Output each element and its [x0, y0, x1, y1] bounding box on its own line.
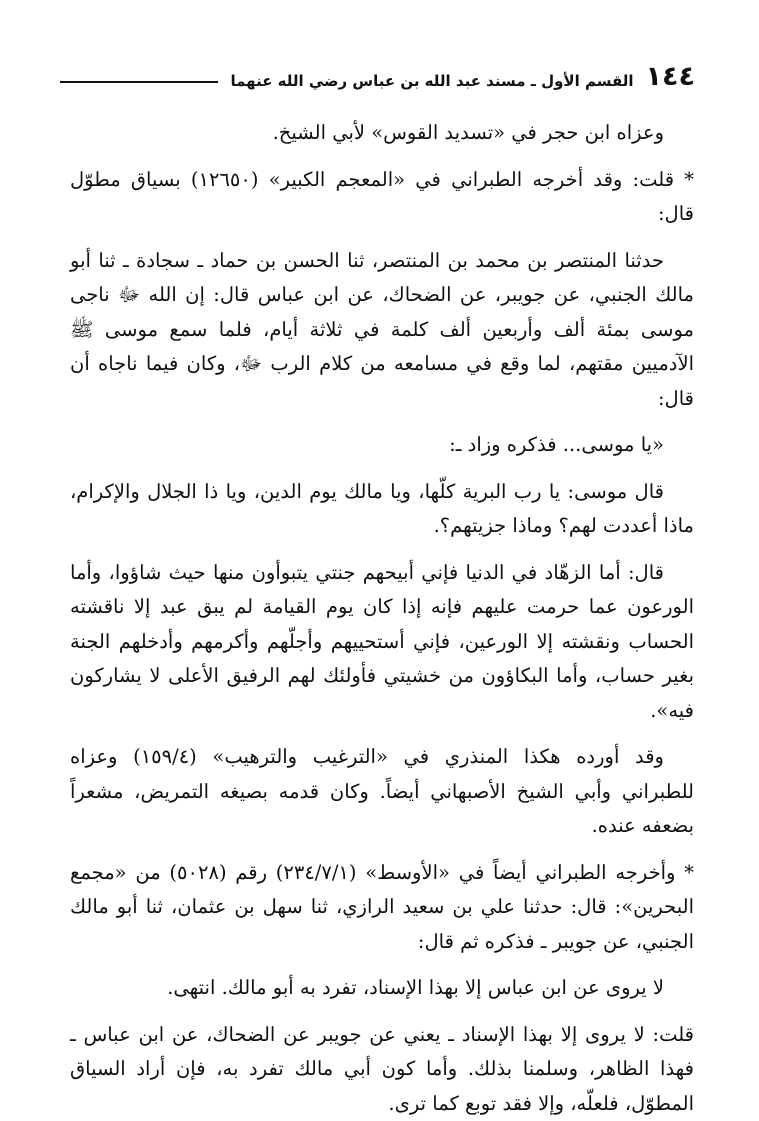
paragraph-attribution: وعزاه ابن حجر في «تسديد القوس» لأبي الشيخ.: [70, 116, 694, 151]
paragraph-mundhiri: وقد أورده هكذا المنذري في «الترغيب والترهيب» (١٥٩/٤) وعزاه للطبراني وأبي الشيخ الأصبهاني أيضاً. وكان قدمه بصيغه التمريض، مشعراً بضعفه عنده.: [70, 740, 694, 844]
paragraph-conclusion: قلت: لا يروى إلا بهذا الإسناد ـ يعني عن جويبر عن الضحاك، عن ابن عباس ـ فهذا الظاهر، وسلمنا بذلك. وأما كون أبي مالك تفرد به، فإن أراد السياق المطوّل، فلعلّه، وإلا فقد توبع كما ترى.: [70, 1018, 694, 1121]
page-header: [60, 58, 695, 92]
paragraph-awsat: * وأخرجه الطبراني أيضاً في «الأوسط» (٢٣٤/٧/١) رقم (٥٠٢٨) من «مجمع البحرين»: قال: حدثنا علي بن سعيد الرازي، ثنا سهل بن عثمان، ثنا أبو مالك الجنبي، عن جويبر ـ فذكره ثم قال:: [70, 856, 694, 960]
paragraph-divine-answer: قال: أما الزهّاد في الدنيا فإني أبيحهم جنتي يتبوأون منها حيث شاؤوا، وأما الورعون عما حرمت عليهم فإنه إذا كان يوم القيامة لم يبق عبد إلا ناقشته الحساب ونقشته إلا الورعين، فإني أستحييهم وأجلّهم وأكرمهم وأدخلهم الجنة بغير حساب، وأما البكاؤون من خشيتي فأولئك لهم الرفيق الأعلى لا يشاركون فيه».: [70, 556, 694, 729]
paragraph-hadith-chain: حدثنا المنتصر بن محمد بن المنتصر، ثنا الحسن بن حماد ـ سجادة ـ ثنا أبو مالك الجنبي، عن جويبر، عن الضحاك، عن ابن عباس قال: إن الله ﷻ ناجى موسى بمئة ألف وأربعين ألف كلمة في ثلاثة أيام، فلما سمع موسى ﷺ الآدميين مقتهم، لما وقع في مسامعه من كلام الرب ﷻ، وكان فيما ناجاه أن قال:: [70, 244, 694, 417]
header-rule: [60, 81, 218, 83]
paragraph-musa-question: قال موسى: يا رب البرية كلّها، ويا مالك يوم الدين، ويا ذا الجلال والإكرام، ماذا أعددت لهم؟ وماذا جزيتهم؟.: [70, 475, 694, 544]
page-number: ١٤٤: [646, 62, 695, 92]
paragraph-note-tabarani: * قلت: وقد أخرجه الطبراني في «المعجم الكبير» (١٢٦٥٠) بسياق مطوّل قال:: [70, 163, 694, 232]
paragraph-quote-start: «يا موسى... فذكره وزاد ـ:: [70, 428, 694, 463]
page-body: [70, 116, 694, 1121]
running-head: القسم الأول ـ مسند عبد الله بن عباس رضي الله عنهما: [230, 70, 633, 92]
paragraph-tafarrud: لا يروى عن ابن عباس إلا بهذا الإسناد، تفرد به أبو مالك. انتهى.: [70, 971, 694, 1006]
